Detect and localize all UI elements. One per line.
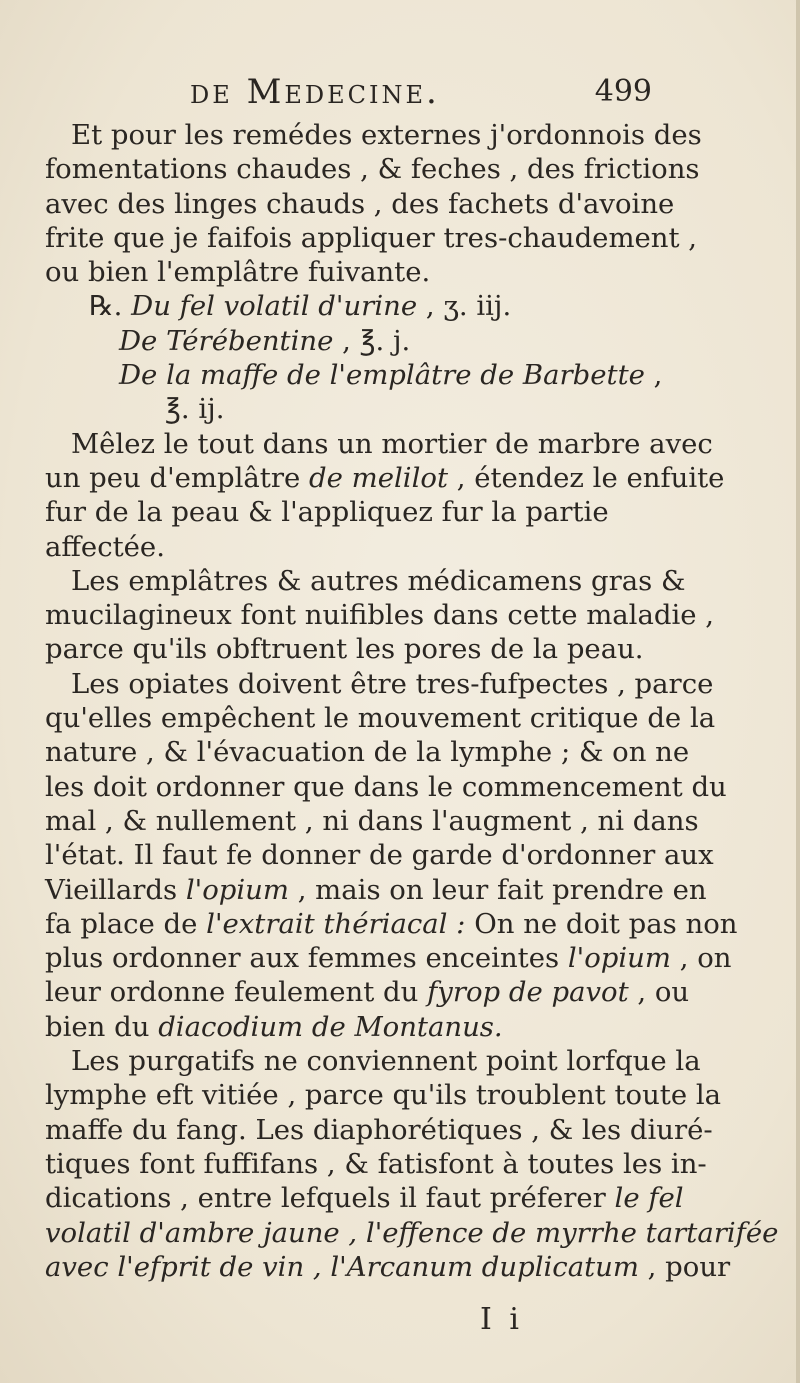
text-run: , mais on leur fait prendre en <box>288 873 707 906</box>
text-line <box>45 1044 701 1078</box>
text-line <box>45 907 738 941</box>
text-run: , ℥. j. <box>333 324 411 357</box>
text-line <box>45 461 725 495</box>
text-line <box>45 1147 707 1181</box>
text-run: avec des linges chauds , des fachets d'avoine <box>45 187 675 220</box>
text-line <box>45 873 707 907</box>
text-line <box>45 1078 722 1112</box>
text-run: dications , entre lefquels il faut préferer <box>45 1182 615 1215</box>
text-line <box>45 221 698 255</box>
text-line <box>45 1010 655 1044</box>
text-run: fur de la peau & l'appliquez fur la partie <box>45 496 609 529</box>
signature-mark: I i <box>480 1302 523 1337</box>
text-line <box>45 941 732 975</box>
text-run: , <box>644 359 663 392</box>
text-line <box>45 1113 713 1147</box>
text-run: lymphe eft vitiée , parce qu'ils troublent toute la <box>45 1079 722 1112</box>
italic-text: fyrop de pavot <box>427 976 629 1009</box>
text-run: affectée. <box>45 530 165 563</box>
text-run: l'état. Il faut fe donner de garde d'ordonner aux <box>45 839 714 872</box>
text-run: qu'elles empêchent le mouvement critique de la <box>45 702 716 735</box>
text-line <box>45 530 655 564</box>
text-run: frite que je faifois appliquer tres-chaudement , <box>45 221 698 254</box>
text-line <box>45 770 727 804</box>
text-run: fomentations chaudes , & feches , des frictions <box>45 153 700 186</box>
text-line <box>45 495 655 529</box>
text-line <box>45 701 716 735</box>
italic-text: volatil d'ambre jaune , l'effence de myrrhe tartarifée <box>45 1216 779 1249</box>
text-line <box>45 1181 684 1215</box>
text-run: Et pour les remédes externes j'ordonnois des <box>71 119 702 151</box>
text-line <box>45 735 690 769</box>
text-line <box>45 289 655 323</box>
text-line <box>45 427 713 461</box>
text-run: , on <box>670 942 732 975</box>
text-run: ℞. <box>89 290 132 323</box>
text-line <box>45 564 686 598</box>
italic-text: avec l'efprit de vin , l'Arcanum duplicatum <box>45 1250 639 1283</box>
text-line <box>45 255 655 289</box>
text-run: mal , & nullement , ni dans l'augment , ni dans <box>45 804 699 837</box>
text-run: bien du <box>45 1010 159 1043</box>
text-run: nature , & l'évacuation de la lymphe ; & on ne <box>45 736 690 769</box>
text-run: , étendez le enfuite <box>448 461 725 494</box>
text-line <box>45 118 702 152</box>
text-run: , ʒ. iij. <box>417 290 512 323</box>
text-line <box>45 324 655 358</box>
text-run: leur ordonne feulement du <box>45 976 428 1009</box>
text-line <box>45 1216 779 1250</box>
text-line <box>45 804 699 838</box>
italic-text: Du fel volatil d'urine <box>131 290 418 323</box>
italic-text: l'extrait thériacal : <box>206 907 466 940</box>
text-line <box>45 358 663 392</box>
text-line <box>45 598 715 632</box>
italic-text: l'opium <box>567 942 671 975</box>
italic-text: de melilot <box>309 461 448 494</box>
text-line <box>45 838 714 872</box>
text-run: maffe du fang. Les diaphorétiques , & les diuré- <box>45 1113 713 1146</box>
text-run: les doit ordonner que dans le commencement du <box>45 770 727 803</box>
text-line <box>45 187 675 221</box>
page-number: 499 <box>594 74 652 109</box>
text-run: parce qu'ils obftruent les pores de la peau. <box>45 633 644 666</box>
text-line <box>45 632 655 666</box>
italic-text: De la maffe de l'emplâtre de Barbette <box>119 359 645 392</box>
text-run: , pour <box>638 1250 731 1283</box>
text-line <box>45 1250 731 1284</box>
text-run: , ou <box>628 976 690 1009</box>
text-run: fa place de <box>45 907 207 940</box>
text-line <box>45 392 655 426</box>
text-run: plus ordonner aux femmes enceintes <box>45 942 568 975</box>
text-run: mucilagineux font nuifibles dans cette maladie , <box>45 599 715 632</box>
text-run: ℥. ij. <box>165 393 225 426</box>
italic-text: le fel <box>614 1182 684 1215</box>
text-line <box>45 667 714 701</box>
page-header <box>190 72 652 120</box>
italic-text: l'opium <box>185 873 289 906</box>
running-title: de Medecine. <box>190 72 440 112</box>
body-text <box>45 118 779 1284</box>
text-run: Les purgatifs ne conviennent point lorfque la <box>71 1045 701 1078</box>
page-edge <box>796 0 800 1383</box>
italic-text: diacodium de Montanus. <box>158 1010 503 1043</box>
text-run: Vieillards <box>45 873 186 906</box>
text-run: Les opiates doivent être tres-fufpectes , parce <box>71 667 714 700</box>
text-run: On ne doit pas non <box>465 907 738 940</box>
text-line <box>45 975 690 1009</box>
text-run: tiques font fuffifans , & fatisfont à toutes les in- <box>45 1147 707 1180</box>
text-line <box>45 152 700 186</box>
text-run: un peu d'emplâtre <box>45 461 310 494</box>
text-run: ou bien l'emplâtre fuivante. <box>45 256 431 289</box>
italic-text: De Térébentine <box>119 324 334 357</box>
text-run: Mêlez le tout dans un mortier de marbre avec <box>71 427 713 460</box>
text-run: Les emplâtres & autres médicamens gras & <box>71 564 686 597</box>
